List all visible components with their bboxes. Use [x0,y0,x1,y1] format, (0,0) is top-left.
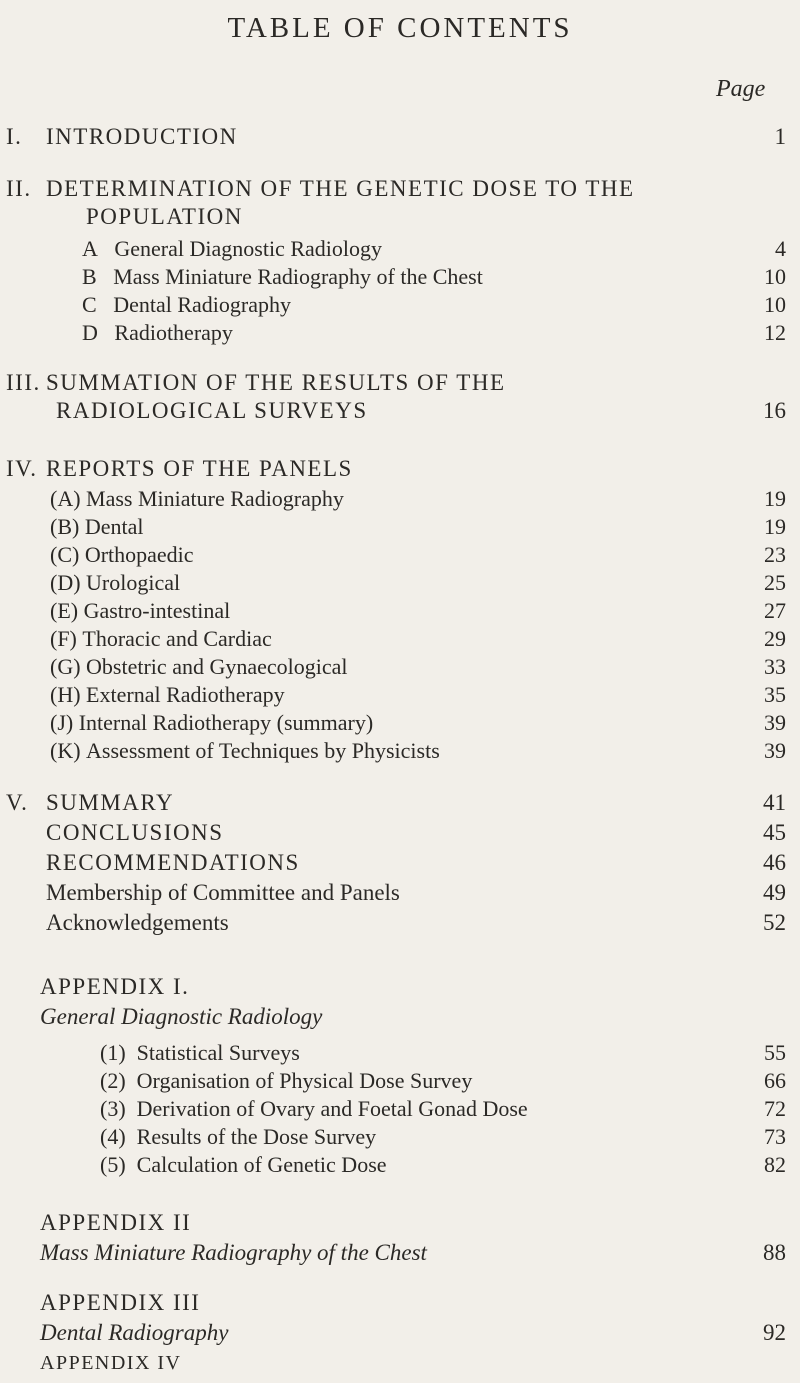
entry-label: Derivation of Ovary and Foetal Gonad Dose [136,1096,528,1121]
entry-label: Mass Miniature Radiography of the Chest [113,264,483,289]
page-number: 39 [764,710,786,735]
page-number: 39 [764,738,786,763]
entry-key: (D) [50,570,81,595]
entry-label: Gastro-intestinal [83,598,231,623]
entry-label: Dental Radiography [40,1320,229,1345]
entry-label: Orthopaedic [84,542,194,567]
entry-key: (4) [100,1124,126,1149]
entry-key: (F) [50,626,77,651]
entry-label: Mass Miniature Radiography of the Chest [40,1240,427,1265]
section-4 [6,456,786,486]
toc-entry [46,910,786,938]
page-title: TABLE OF CONTENTS [227,12,573,44]
page-number: 46 [763,850,786,875]
toc-entry [100,1068,786,1096]
section-2 [6,176,786,236]
toc-entry [40,1320,786,1348]
entry-label: Calculation of Genetic Dose [136,1152,387,1177]
section-number: II. [6,176,32,201]
entry-key: (K) [50,738,81,763]
page-number: 52 [763,910,786,935]
entry-key: (B) [50,514,80,539]
toc-entry [50,570,786,598]
section-title-line2: POPULATION [86,204,243,229]
entry-label: Results of the Dose Survey [136,1124,377,1149]
toc-entry [82,264,786,292]
entry-label: RECOMMENDATIONS [46,850,300,875]
toc-entry [50,514,786,542]
toc-entry [100,1124,786,1152]
toc-entry [82,236,786,264]
page-number: 27 [764,598,786,623]
toc-entry [100,1096,786,1124]
page-number: 1 [774,124,786,149]
appendix-heading: APPENDIX II [40,1210,192,1235]
entry-key: C [82,292,97,317]
appendix-heading: APPENDIX III [40,1290,201,1315]
toc-entry [50,626,786,654]
entry-label: Mass Miniature Radiography [86,486,344,511]
entry-key: (2) [100,1068,126,1093]
entry-label: Urological [86,570,181,595]
toc-entry [46,820,786,848]
page-number: 10 [764,292,786,317]
section-title-line1: DETERMINATION OF THE GENETIC DOSE TO THE [46,176,635,201]
entry-label: Acknowledgements [46,910,229,935]
page-number: 49 [763,880,786,905]
entry-key: D [82,320,98,345]
entry-label: Thoracic and Cardiac [82,626,272,651]
page-number: 45 [763,820,786,845]
entry-label: Organisation of Physical Dose Survey [136,1068,473,1093]
page-number: 4 [775,236,786,261]
page-number: 66 [764,1068,786,1093]
appendix-heading: APPENDIX I. [40,974,190,999]
section-1 [6,124,786,154]
page-number: 92 [763,1320,786,1345]
toc-entry [50,682,786,710]
entry-label: Dental Radiography [113,292,291,317]
page-number: 23 [764,542,786,567]
entry-label: Radiotherapy [114,320,233,345]
entry-key: (G) [50,654,81,679]
entry-key: (E) [50,598,79,623]
entry-label: Membership of Committee and Panels [46,880,400,905]
toc-entry [50,710,786,738]
page-number: 72 [764,1096,786,1121]
toc-entry [50,542,786,570]
page-number: 82 [764,1152,786,1177]
page-number: 10 [764,264,786,289]
toc-entry [100,1040,786,1068]
appendix-subtitle: General Diagnostic Radiology [40,1004,323,1029]
page-number: 29 [764,626,786,651]
entry-label: Statistical Surveys [136,1040,300,1065]
toc-entry [50,738,786,766]
page-number: 88 [763,1240,786,1265]
section-number: IV. [6,456,38,481]
page-number: 19 [764,514,786,539]
toc-entry [100,1152,786,1180]
page-number: 73 [764,1124,786,1149]
entry-label: Obstetric and Gynaecological [86,654,348,679]
toc-entry [82,320,786,348]
entry-key: A [82,236,98,261]
page-number: 25 [764,570,786,595]
entry-key: (1) [100,1040,126,1065]
entry-label: External Radiotherapy [86,682,285,707]
entry-key: (5) [100,1152,126,1177]
entry-label: Assessment of Techniques by Physicists [86,738,440,763]
toc-entry [50,598,786,626]
section-number: V. [6,790,29,815]
entry-key: (C) [50,542,80,567]
toc-entry [50,654,786,682]
entry-label: CONCLUSIONS [46,820,224,845]
appendix-heading: APPENDIX IV [40,1352,182,1374]
page-number: 35 [764,682,786,707]
entry-key: (3) [100,1096,126,1121]
toc-entry [82,292,786,320]
entry-key: (A) [50,486,81,511]
section-title: SUMMARY [46,790,175,815]
page-number: 41 [763,790,786,815]
section-number: III. [6,370,41,395]
entry-key: (H) [50,682,81,707]
entry-label: Dental [84,514,144,539]
section-5 [6,790,786,820]
section-title: REPORTS OF THE PANELS [46,456,353,481]
page-number: 33 [764,654,786,679]
page-number: 12 [764,320,786,345]
entry-key: B [82,264,97,289]
toc-entry [40,1240,786,1268]
section-3 [6,370,786,430]
section-number: I. [6,124,23,149]
toc-entry [46,850,786,878]
page-number: 16 [763,398,786,423]
page-column-header: Page [716,76,766,102]
toc-entry [50,486,786,514]
entry-label: Internal Radiotherapy (summary) [78,710,374,735]
section-title-line2: RADIOLOGICAL SURVEYS [56,398,368,423]
section-title: INTRODUCTION [46,124,238,149]
entry-label: General Diagnostic Radiology [114,236,382,261]
toc-entry [46,880,786,908]
entry-key: (J) [50,710,74,735]
page-number: 55 [764,1040,786,1065]
section-title-line1: SUMMATION OF THE RESULTS OF THE [46,370,506,395]
page-number: 19 [764,486,786,511]
